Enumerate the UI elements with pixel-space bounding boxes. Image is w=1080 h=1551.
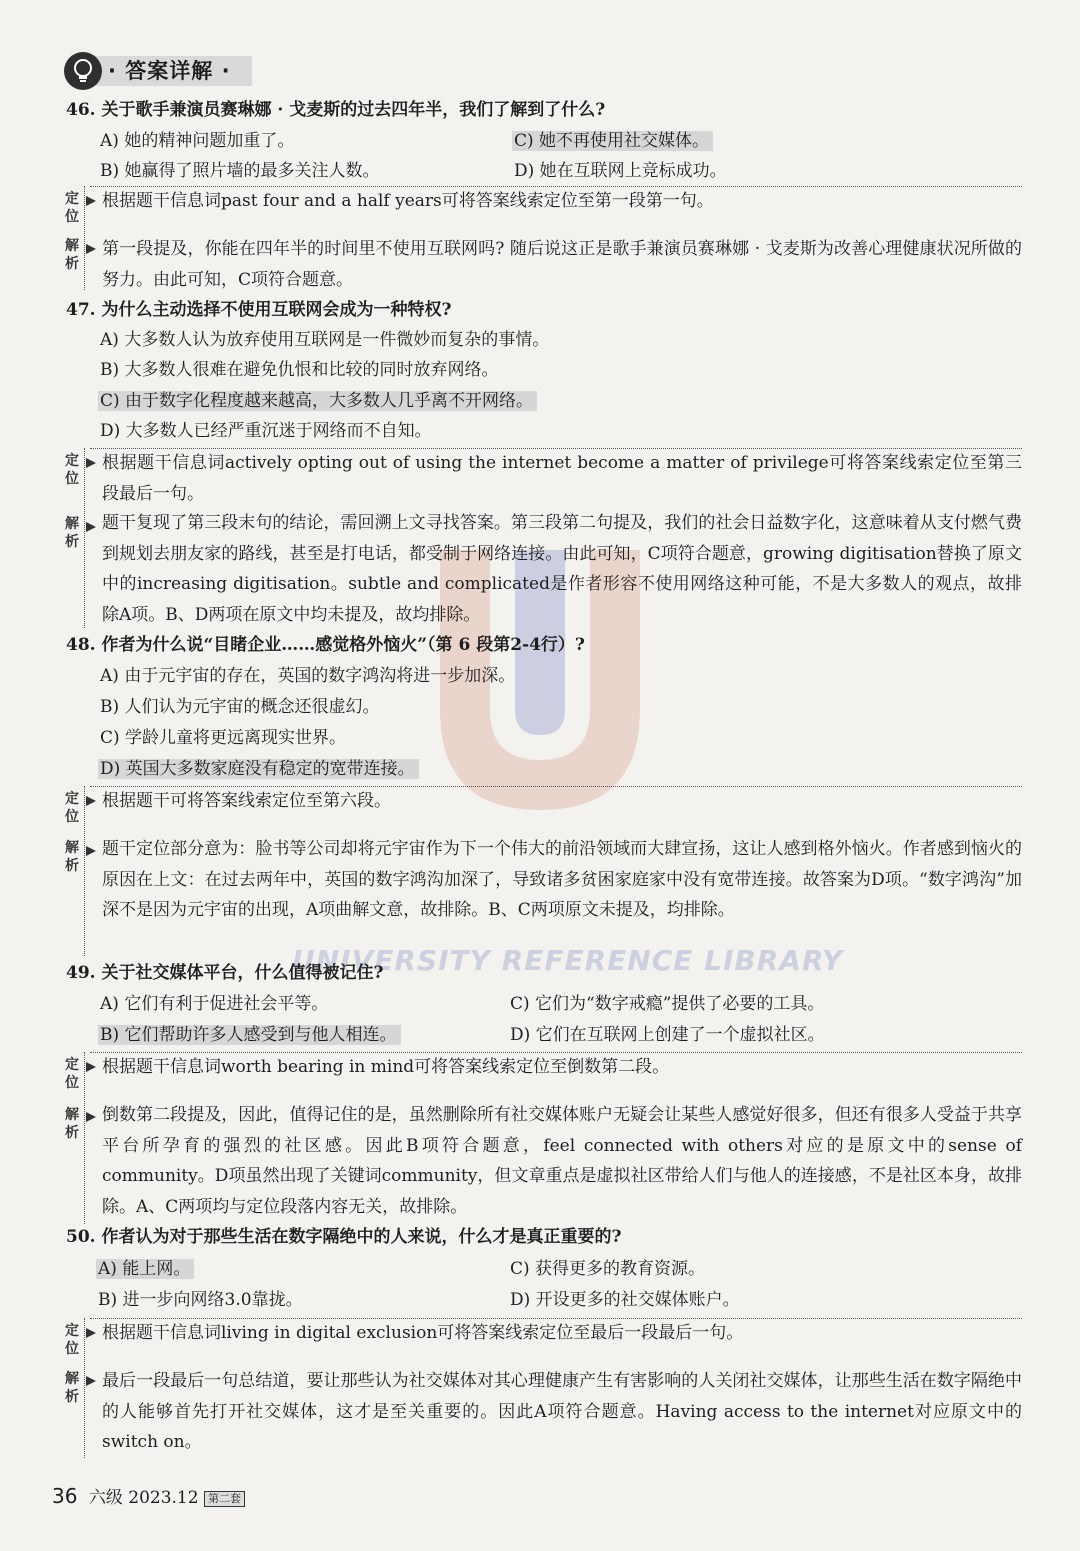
q49-option-b-correct: B) 它们帮助许多人感受到与他人相连。 xyxy=(98,1025,401,1045)
q47-option-d: D) 大多数人已经严重沉迷于网络而不自知。 xyxy=(100,421,432,441)
question-46-stem: 46. 关于歌手兼演员赛琳娜 · 戈麦斯的过去四年半，我们了解到了什么? xyxy=(66,100,606,120)
section-header xyxy=(64,52,254,90)
section-title: · 答案详解 · xyxy=(108,59,231,83)
question-50-stem: 50. 作者认为对于那些生活在数字隔绝中的人来说，什么才是真正重要的? xyxy=(66,1227,622,1247)
arrow-icon xyxy=(84,456,98,470)
q47-option-a: A) 大多数人认为放弃使用互联网是一件微妙而复杂的事情。 xyxy=(100,330,550,350)
q50-analysis-text: 最后一段最后一句总结道，要让那些认为社交媒体对其心理健康产生有害影响的人关闭社交媒体，让那些生活在数字隔绝中的人能够首先打开社交媒体，这才是至关重要的。因此A项符合题意。Having access to the internet对应原文中的switch on。 xyxy=(102,1371,1022,1452)
q46-analysis-text: 第一段提及，你能在四年半的时间里不使用互联网吗? 随后说这正是歌手兼演员赛琳娜 · 戈麦斯为改善心理健康状况所做的努力。由此可知，C项符合题意。 xyxy=(102,239,1022,290)
q48-option-c: C) 学龄儿童将更远离现实世界。 xyxy=(100,728,347,748)
q49-option-c: C) 它们为“数字戒瘾”提供了必要的工具。 xyxy=(510,994,825,1014)
q49-option-a: A) 它们有利于促进社会平等。 xyxy=(100,994,329,1014)
q49-analysis-text: 倒数第二段提及，因此，值得记住的是，虽然删除所有社交媒体账户无疑会让某些人感觉好很多，但还有很多人受益于共享平台所孕育的强烈的社区感。因此B项符合题意，feel connected with others对应的是原文中的sense of community。D项虽然出现了关键词community，但文章重点是虚拟社区带给人们与他人的连接感，不是社区本身，故排除。A、C两项均与定位段落内容无关，故排除。 xyxy=(102,1105,1022,1217)
q49-option-d: D) 它们在互联网上创建了一个虚拟社区。 xyxy=(510,1025,825,1045)
q47-explanation: 定 位 根据题干信息词actively opting out of using the internet become a matter of privilege可将答案线索定位至第三段最后一句。 解 析 题干复现了第三段末句的结论，需回溯上文寻找答案。第三段第二句提及，我们的社会日益数字化，这意味着从支付燃气费到规划去朋友家的路线，甚至是打电话，都受制于网络连接。由此可知，C项符合题意，growing digitisation替换了原文中的increasing digitisation。subtle and complicated是作者形容不使用网络这种可能，不是大多数人的观点，故排除A项。B、D两项在原文中均未提及，故均排除。 xyxy=(62,448,1022,628)
q46-option-b: B) 她赢得了照片墙的最多关注人数。 xyxy=(100,161,380,181)
lightbulb-icon xyxy=(64,52,102,90)
q47-option-b: B) 大多数人很难在避免仇恨和比较的同时放弃网络。 xyxy=(100,360,499,380)
q48-locate-text: 根据题干可将答案线索定位至第六段。 xyxy=(102,791,391,811)
question-49-stem: 49. 关于社交媒体平台，什么值得被记住? xyxy=(66,963,384,983)
q46-option-d: D) 她在互联网上竞标成功。 xyxy=(514,161,727,181)
set-badge: 第二套 xyxy=(204,1491,245,1507)
q50-option-a-correct: A) 能上网。 xyxy=(96,1259,194,1279)
q50-option-b: B) 进一步向网络3.0靠拢。 xyxy=(98,1290,303,1310)
question-48-stem: 48. 作者为什么说“目睹企业……感觉格外恼火”（第 6 段第2-4行）? xyxy=(66,635,585,655)
arrow-icon xyxy=(84,1110,98,1124)
page-number: 36 xyxy=(52,1484,78,1508)
q50-explanation: 定 位 根据题干信息词living in digital exclusion可将答案线索定位至最后一段最后一句。 解 析 最后一段最后一句总结道，要让那些认为社交媒体对其心理健康产生有害影响的人关闭社交媒体，让那些生活在数字隔绝中的人能够首先打开社交媒体，这才是至关重要的。因此A项符合题意。Having access to the internet对应原文中的switch on。 xyxy=(62,1318,1022,1458)
arrow-icon xyxy=(84,1060,98,1074)
arrow-icon xyxy=(84,242,98,256)
page-footer xyxy=(52,1483,245,1508)
exam-label: 六级 2023.12 xyxy=(88,1488,199,1508)
q47-option-c-correct: C) 由于数字化程度越来越高，大多数人几乎离不开网络。 xyxy=(98,391,537,411)
q46-explanation: 定 位 根据题干信息词past four and a half years可将答案线索定位至第一段第一句。 解 析 第一段提及，你能在四年半的时间里不使用互联网吗? 随后说这正是歌手兼演员赛琳娜 · 戈麦斯为改善心理健康状况所做的努力。由此可知，C项符合题意。 xyxy=(62,186,1022,290)
q46-locate-text: 根据题干信息词past four and a half years可将答案线索定位至第一段第一句。 xyxy=(102,191,714,211)
q48-analysis-text: 题干定位部分意为：脸书等公司却将元宇宙作为下一个伟大的前沿领域而大肆宣扬，这让人感到格外恼火。作者感到恼火的原因在上文：在过去两年中，英国的数字鸿沟加深了，导致诸多贫困家庭家中没有宽带连接。故答案为D项。“数字鸿沟”加深不是因为元宇宙的出现，A项曲解文意，故排除。B、C两项原文未提及，均排除。 xyxy=(102,839,1022,920)
q46-option-c-correct: C) 她不再使用社交媒体。 xyxy=(512,131,713,151)
q48-option-b: B) 人们认为元宇宙的概念还很虚幻。 xyxy=(100,697,380,717)
q48-explanation: 定 位 根据题干可将答案线索定位至第六段。 解 析 题干定位部分意为：脸书等公司却将元宇宙作为下一个伟大的前沿领域而大肆宣扬，这让人感到格外恼火。作者感到恼火的原因在上文：在过去两年中，英国的数字鸿沟加深了，导致诸多贫困家庭家中没有宽带连接。故答案为D项。“数字鸿沟”加深不是因为元宇宙的出现，A项曲解文意，故排除。B、C两项原文未提及，均排除。 xyxy=(62,786,1022,956)
arrow-icon xyxy=(84,520,98,534)
question-47-stem: 47. 为什么主动选择不使用互联网会成为一种特权? xyxy=(66,300,452,320)
q47-locate-text: 根据题干信息词actively opting out of using the internet become a matter of privilege可将答案线索定位至第三段最后一句。 xyxy=(102,453,1022,504)
q49-locate-text: 根据题干信息词worth bearing in mind可将答案线索定位至倒数第二段。 xyxy=(102,1057,670,1077)
q48-option-a: A) 由于元宇宙的存在，英国的数字鸿沟将进一步加深。 xyxy=(100,666,516,686)
q50-locate-text: 根据题干信息词living in digital exclusion可将答案线索定位至最后一段最后一句。 xyxy=(102,1323,744,1343)
arrow-icon xyxy=(84,844,98,858)
watermark-text: UNIVERSITY REFERENCE LIBRARY xyxy=(292,944,844,977)
q46-option-a: A) 她的精神问题加重了。 xyxy=(100,131,295,151)
q50-option-c: C) 获得更多的教育资源。 xyxy=(510,1259,706,1279)
q48-option-d-correct: D) 英国大多数家庭没有稳定的宽带连接。 xyxy=(98,759,419,779)
q50-option-d: D) 开设更多的社交媒体账户。 xyxy=(510,1290,740,1310)
arrow-icon xyxy=(84,1326,98,1340)
q49-explanation: 定 位 根据题干信息词worth bearing in mind可将答案线索定位至倒数第二段。 解 析 倒数第二段提及，因此，值得记住的是，虽然删除所有社交媒体账户无疑会让某些人感觉好很多，但还有很多人受益于共享平台所孕育的强烈的社区感。因此B项符合题意，feel connected with others对应的是原文中的sense of community。D项虽然出现了关键词community，但文章重点是虚拟社区带给人们与他人的连接感，不是社区本身，故排除。A、C两项均与定位段落内容无关，故排除。 xyxy=(62,1052,1022,1224)
arrow-icon xyxy=(84,1374,98,1388)
arrow-icon xyxy=(84,194,98,208)
q47-analysis-text: 题干复现了第三段末句的结论，需回溯上文寻找答案。第三段第二句提及，我们的社会日益数字化，这意味着从支付燃气费到规划去朋友家的路线，甚至是打电话，都受制于网络连接。由此可知，C项符合题意，growing digitisation替换了原文中的increasing digitisation。subtle and complicated是作者形容不使用网络这种可能，不是大多数人的观点，故排除A项。B、D两项在原文中均未提及，故均排除。 xyxy=(102,513,1022,625)
arrow-icon xyxy=(84,794,98,808)
